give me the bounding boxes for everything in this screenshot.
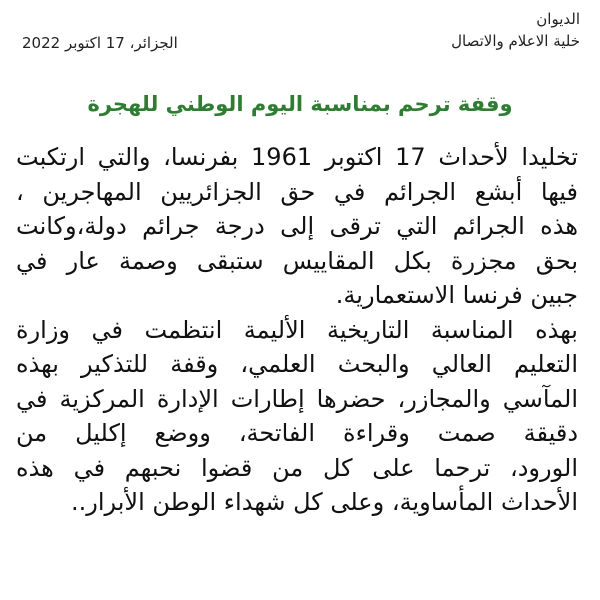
body-line: الأحداث المأساوية، وعلى كل شهداء الوطن الأبرار..: [70, 488, 578, 516]
body-line: دقيقة صمت وقراءة الفاتحة، ووضع إكليل من: [16, 419, 578, 447]
body-line: التعليم العالي والبحث العلمي، وقفة للتذكير بهذه: [16, 350, 578, 378]
body-line: فيها أبشع الجرائم في حق الجزائريين المهاجرين ،: [16, 177, 578, 206]
body-paragraphs: [16, 140, 578, 520]
media-unit-name: خلية الاعلام والاتصال: [451, 32, 580, 50]
body-line: تخليدا لأحداث 17 اكتوبر 1961 بفرنسا، والتي ارتكبت: [16, 143, 578, 171]
organization-header: [451, 8, 580, 52]
release-date: الجزائر، 17 اكتوبر 2022: [22, 34, 178, 52]
office-name: الديوان: [536, 10, 580, 28]
body-line: بهذه المناسبة التاريخية الأليمة انتظمت في وزارة: [16, 315, 578, 344]
document-title: وقفة ترحم بمناسبة اليوم الوطني للهجرة: [87, 92, 513, 116]
body-line: المآسي والمجازر، حضرها إطارات الإدارة المركزية في: [16, 384, 578, 413]
body-line: جبين فرنسا الاستعمارية.: [335, 281, 578, 309]
body-line: هذه الجرائم التي ترقى إلى درجة جرائم دولة،وكانت: [16, 212, 578, 240]
body-line: الورود، ترحما على كل من قضوا نحبهم في هذه: [16, 453, 578, 482]
body-line: بحق مجزرة بكل المقاييس ستبقى وصمة عار في: [16, 246, 578, 275]
